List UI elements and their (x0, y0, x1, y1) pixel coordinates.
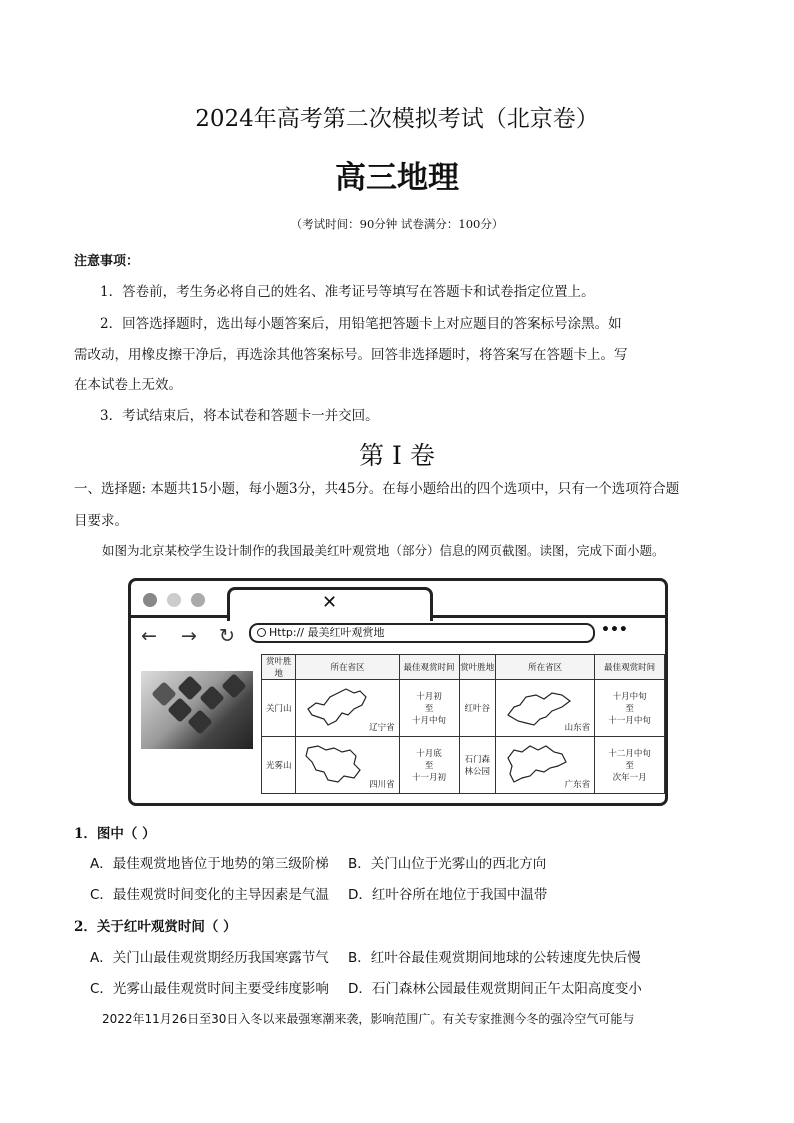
reload-icon: ↻ (219, 625, 235, 647)
browser-tab (227, 587, 433, 621)
col-header: 赏叶胜地 (262, 655, 296, 680)
forward-arrow-icon: → (181, 625, 197, 647)
tab-bar (131, 581, 665, 618)
section-instructions-cont: 目要求。 (74, 513, 128, 529)
sichuan-map-icon (304, 742, 374, 786)
question-2-option-d: D．石门森林公园最佳观赏期间正午太阳高度变小 (348, 981, 642, 997)
province-map (296, 737, 399, 794)
question-2-option-a: A．关门山最佳观赏期经历我国寒露节气 (90, 950, 329, 966)
site-name: 光雾山 (262, 737, 296, 794)
back-arrow-icon: ← (141, 625, 157, 647)
window-dot-1 (143, 593, 157, 607)
notice-item-2: 2．回答选择题时，选出每小题答案后，用铅笔把答题卡上对应题目的答案标号涂黑。如 (100, 316, 622, 332)
table-row (262, 680, 665, 737)
site-name: 红叶谷 (459, 680, 495, 737)
province-label: 辽宁省 (369, 723, 395, 733)
question-2: 2．关于红叶观赏时间（ ） (74, 919, 237, 935)
province-label: 广东省 (564, 780, 591, 790)
province-map (296, 680, 399, 737)
col-header: 赏叶胜地 (459, 655, 495, 680)
col-header: 所在省区 (296, 655, 399, 680)
viewing-time: 十二月中旬 至 次年一月 (595, 737, 665, 794)
notice-item-2-end: 在本试卷上无效。 (74, 377, 182, 393)
section-title: 第 I 卷 (359, 441, 435, 470)
search-icon (257, 628, 266, 637)
red-leaf-table (261, 654, 665, 794)
exam-title: 2024年高考第二次模拟考试（北京卷） (195, 106, 599, 132)
site-name: 石门森 林公园 (459, 737, 495, 794)
site-name: 关门山 (262, 680, 296, 737)
subject-title: 高三地理 (335, 160, 459, 196)
question-1-option-a: A．最佳观赏地皆位于地势的第三级阶梯 (90, 856, 329, 872)
liaoning-map-icon (304, 685, 374, 729)
question-1: 1．图中（ ） (74, 826, 156, 842)
table-header-row (262, 655, 665, 680)
province-map (496, 680, 595, 737)
viewing-time: 十月底 至 十一月初 (399, 737, 459, 794)
guangdong-map-icon (504, 742, 574, 786)
col-header: 最佳观赏时间 (399, 655, 459, 680)
more-icon: ••• (601, 622, 628, 638)
question-1-option-b: B．关门山位于光雾山的西北方向 (348, 856, 547, 872)
question-2-option-b: B．红叶谷最佳观赏期间地球的公转速度先快后慢 (348, 950, 641, 966)
address-bar (249, 623, 595, 643)
col-header: 最佳观赏时间 (595, 655, 665, 680)
maple-leaf-photo (141, 671, 253, 749)
close-icon: ✕ (322, 592, 338, 613)
province-label: 山东省 (564, 723, 591, 733)
window-dot-3 (191, 593, 205, 607)
question-1-option-d: D．红叶谷所在地位于我国中温带 (348, 887, 548, 903)
question-1-option-c: C．最佳观赏时间变化的主导因素是气温 (90, 887, 329, 903)
col-header: 所在省区 (496, 655, 595, 680)
webpage-figure (128, 578, 668, 806)
question-stem-2: 2022年11月26日至30日入冬以来最强寒潮来袭，影响范围广。有关专家推测今冬的强冷空气可能与 (102, 1012, 635, 1026)
notice-item-2-cont: 需改动，用橡皮擦干净后，再选涂其他答案标号。回答非选择题时，将答案写在答题卡上。写 (74, 347, 628, 363)
viewing-time: 十月初 至 十月中旬 (399, 680, 459, 737)
notice-item-1: 1．答卷前，考生务必将自己的姓名、准考证号等填写在答题卡和试卷指定位置上。 (100, 284, 595, 300)
window-dot-2 (167, 593, 181, 607)
table-row (262, 737, 665, 794)
question-2-option-c: C．光雾山最佳观赏时间主要受纬度影响 (90, 981, 329, 997)
province-label: 四川省 (369, 780, 395, 790)
question-stem-1: 如图为北京某校学生设计制作的我国最美红叶观赏地（部分）信息的网页截图。读图，完成下面小题。 (102, 543, 665, 558)
viewing-time: 十月中旬 至 十一月中旬 (595, 680, 665, 737)
notice-heading: 注意事项： (74, 254, 140, 269)
section-instructions: 一、选择题: 本题共15小题，每小题3分，共45分。在每小题给出的四个选项中，只有一个选项符合题 (74, 481, 680, 497)
exam-meta: （考试时间：90分钟 试卷满分：100分） (290, 217, 504, 231)
shandong-map-icon (504, 685, 574, 729)
address-text: Http:// 最美红叶观赏地 (269, 626, 385, 639)
province-map (496, 737, 595, 794)
notice-item-3: 3．考试结束后，将本试卷和答题卡一并交回。 (100, 408, 379, 424)
